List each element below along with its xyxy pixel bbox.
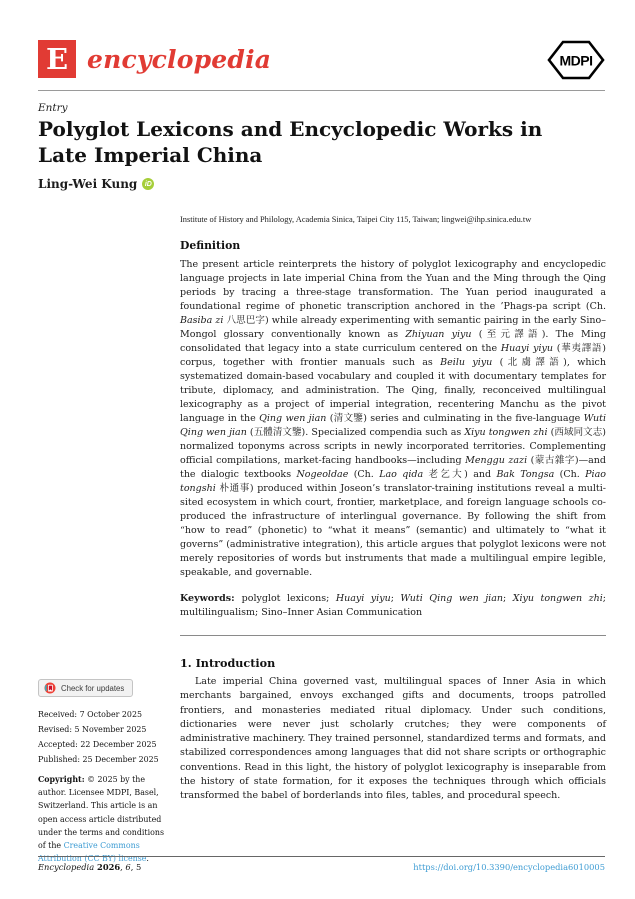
journal-citation: [38, 862, 141, 872]
copyright-suffix: .: [146, 854, 149, 864]
definition-heading: Definition: [180, 239, 241, 252]
journal-header: [38, 40, 605, 80]
copyright-text: © 2025 by the author. Licensee MDPI, Basel, Switzerland. This article is an open access article distributed under the terms and conditions of the: [38, 775, 164, 851]
definition-paragraph: The present article reinterprets the history of polyglot lexicography and encyclopedic language projects in late imperial China from the Yuan and the Ming through the Qing periods by tracing a three-stage transformation. The Yuan period inaugurated a foundational regime of phonetic transcription anchored in the ’Phags-pa script (Ch. Basiba zi 八思巴字) while already experimenting with semantic pairing in the early Sino–Mongol glossary conventionally known as Zhiyuan yiyu (至元譯語). The Ming consolidated that legacy into a state curriculum centered on the Huayi yiyu (華夷譯語) corpus, together with frontier manuals such as Beilu yiyu (北虜譯語), which systematized domain-based vocabulary and coupled it with documentary templates for tribute, diplomacy, and administration. The Qing, finally, reconceived multilingual lexicography as a project of imperial integration, recentering Manchu as the pivot language in the Qing wen jian (清文鑒) series and culminating in the five-language Wuti Qing wen jian (五體清文鑒). Specialized compendia such as Xiyu tongwen zhi (西域同文志) normalized toponyms across scripts in newly incorporated territories. Complementing official compilations, market-facing handbooks—including Menggu zazi (蒙古雜字)—and the dialogic textbooks Nogeoldae (Ch. Lao qida 老乞大) and Bak Tongsa (Ch. Piao tongshi 朴通事) produced within Joseon’s translator-training institutions reveal a multi-sited ecosystem in which court, frontier, marketplace, and foreign language schools co-produced the infrastructure of interlingual governance. By following the shift from “how to read” (phonetic) to “what it means” (semantic) and ultimately to “what it governs” (administrative integration), this article argues that polyglot lexicons were not merely repositories of words but instruments that made a multilingual empire legible, speakable, and governable.: [180, 259, 607, 578]
author-row: [38, 177, 154, 191]
citation-year: 2026: [94, 862, 121, 872]
check-for-updates-label: Check for updates: [61, 683, 125, 693]
date-received: Received: 7 October 2025: [38, 710, 142, 719]
date-revised: Revised: 5 November 2025: [38, 725, 147, 734]
affiliation: Institute of History and Philology, Academia Sinica, Taipei City 115, Taiwan; lingwei@ihp.sinica.edu.tw: [180, 215, 532, 224]
date-published: Published: 25 December 2025: [38, 755, 159, 764]
orcid-icon[interactable]: [142, 178, 154, 190]
copyright-notice: [38, 773, 172, 865]
journal-name: encyclopedia: [87, 44, 272, 74]
check-for-updates-button[interactable]: [38, 679, 133, 697]
section-divider: [180, 635, 606, 636]
encyclopedia-logo-letter: E: [45, 42, 69, 76]
introduction-heading: 1. Introduction: [180, 656, 276, 670]
article-dates: [38, 707, 172, 767]
citation-volume: , 6: [120, 862, 131, 872]
mdpi-logo[interactable]: [547, 40, 605, 80]
crossmark-icon: [44, 682, 56, 694]
article-type-label: Entry: [38, 102, 68, 114]
doi-link[interactable]: https://doi.org/10.3390/encyclopedia6010005: [413, 862, 605, 872]
mdpi-logo-text: MDPI: [559, 52, 593, 69]
encyclopedia-logo-icon: [38, 40, 76, 78]
orcid-icon-label: iD: [144, 180, 152, 188]
citation-page: , 5: [130, 862, 142, 872]
article-meta-sidebar: [38, 679, 172, 865]
article-title: Polyglot Lexicons and Encyclopedic Works in Late Imperial China: [38, 117, 543, 167]
encyclopedia-logo[interactable]: [38, 40, 271, 78]
page-footer: [38, 856, 605, 872]
introduction-paragraph: Late imperial China governed vast, multilingual spaces of Inner Asia in which merchants bargained, envoys exchanged gifts and documents, troops patrolled frontiers, and monasteries mediated ritual diplomacy. Under such conditions, dictionaries were never just scholarly crutches; they were components of administrative machinery. They trained personnel, standardized terms and formats, and stabilized correspondences among languages that did not share scripts or orthographic conventions. Read in this light, the history of polyglot lexicography is inseparable from the history of state formation, for it exposes the techniques through which officials transformed the babel of borderlands into files, tables, and procedural speech.: [180, 676, 606, 802]
author-name[interactable]: Ling-Wei Kung: [38, 177, 138, 191]
main-column: [180, 215, 606, 804]
header-divider: [38, 90, 605, 91]
citation-journal-name: Encyclopedia: [38, 862, 95, 872]
date-accepted: Accepted: 22 December 2025: [38, 740, 157, 749]
mdpi-hexagon-icon: [547, 40, 605, 80]
copyright-label: Copyright:: [38, 775, 85, 784]
keywords-list: polyglot lexicons; Huayi yiyu; Wuti Qing wen jian; Xiyu tongwen zhi; multilingualism; Sino–Inner Asian Communication: [180, 593, 606, 618]
keywords-label: Keywords:: [180, 593, 235, 604]
cc-by-license-link[interactable]: Creative Commons Attribution (CC BY) license: [38, 841, 147, 864]
keywords-block: [180, 592, 606, 620]
